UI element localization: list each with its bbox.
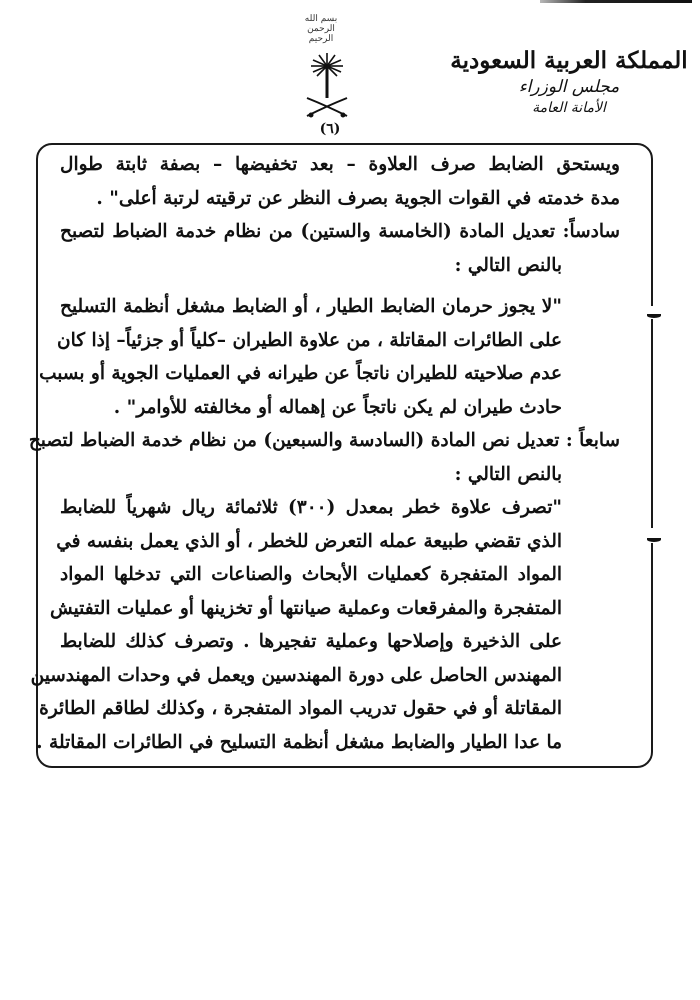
clause-line: بالنص التالي :: [454, 463, 562, 485]
quote-line: المهندس الحاصل على دورة المهندسين ويعمل في وحدات المهندسين: [30, 664, 562, 686]
clause-text: تعديل المادة (الخامسة والستين) من نظام خدمة الضباط لتصبح: [60, 221, 556, 242]
page-number: (٦): [319, 121, 341, 137]
letterhead: [444, 46, 694, 118]
quote-line: "تصرف علاوة خطر بمعدل (٣٠٠) ثلاثمائة ريال شهرياً للضابط: [60, 497, 562, 518]
clause-sixth: [39, 215, 620, 424]
quote-line: المتفجرة والمفرقعات وعملية صيانتها أو تخزينها أو عمليات التفتيش: [50, 597, 562, 619]
clause-line: بالنص التالي :: [454, 254, 562, 276]
secretariat-name: الأمانة العامة: [532, 100, 606, 116]
body-line: مدة خدمته في القوات الجوية بصرف النظر عن ترقيته لرتبة أعلى" .: [96, 187, 620, 209]
quote-line: المواد المتفجرة كعمليات الأبحاث والصناعات التي تدخلها المواد: [60, 564, 562, 585]
clause-line: [28, 424, 620, 458]
quote-line: حادث طيران لم يكن ناتجاً عن إهماله أو مخالفته للأوامر" .: [113, 396, 562, 418]
body-line: ويستحق الضابط صرف العلاوة – بعد تخفيضها – بصفة ثابتة طوال: [60, 154, 620, 175]
clause-line: [60, 215, 620, 249]
clause-seventh: [28, 424, 620, 759]
quote-line: عدم صلاحيته للطيران ناتجاً عن طيرانه في العمليات الجوية أو بسبب: [39, 363, 562, 384]
clause-label: سابعاً :: [565, 430, 620, 451]
margin-mark: [647, 313, 661, 319]
scan-edge-bar: [540, 0, 692, 3]
quote-line: الذي تقضي طبيعة عمله التعرض للخطر ، أو الذي يعمل بنفسه في: [56, 530, 562, 552]
council-name: مجلس الوزراء: [518, 77, 620, 97]
clause-text: تعديل نص المادة (السادسة والسبعين) من نظام خدمة الضباط لتصبح: [28, 430, 560, 451]
quote-line: على الذخيرة وإصلاحها وعملية تفجيرها . وتصرف كذلك للضابط: [60, 631, 562, 652]
kingdom-name: المملكة العربية السعودية: [450, 47, 688, 74]
quote-line: على الطائرات المقاتلة ، من علاوة الطيران –كلياً أو جزئياً– إذا كان: [56, 329, 562, 351]
palm-and-swords-emblem-icon: [305, 52, 349, 124]
quote-line: ما عدا الطيار والضابط مشغل أنظمة التسليح في الطائرات المقاتلة .: [36, 731, 562, 753]
basmala: بسم الله الرحمن الرحيم: [304, 14, 338, 44]
clause-label: سادساً:: [562, 221, 620, 242]
quote-line: "لا يجوز حرمان الضابط الطيار ، أو الضابط مشغل أنظمة التسليح: [60, 296, 562, 317]
quote-line: المقاتلة أو في حقول تدريب المواد المتفجرة ، وكذلك لطاقم الطائرة: [39, 698, 562, 719]
document-body: [28, 148, 620, 759]
margin-mark: [647, 537, 661, 543]
